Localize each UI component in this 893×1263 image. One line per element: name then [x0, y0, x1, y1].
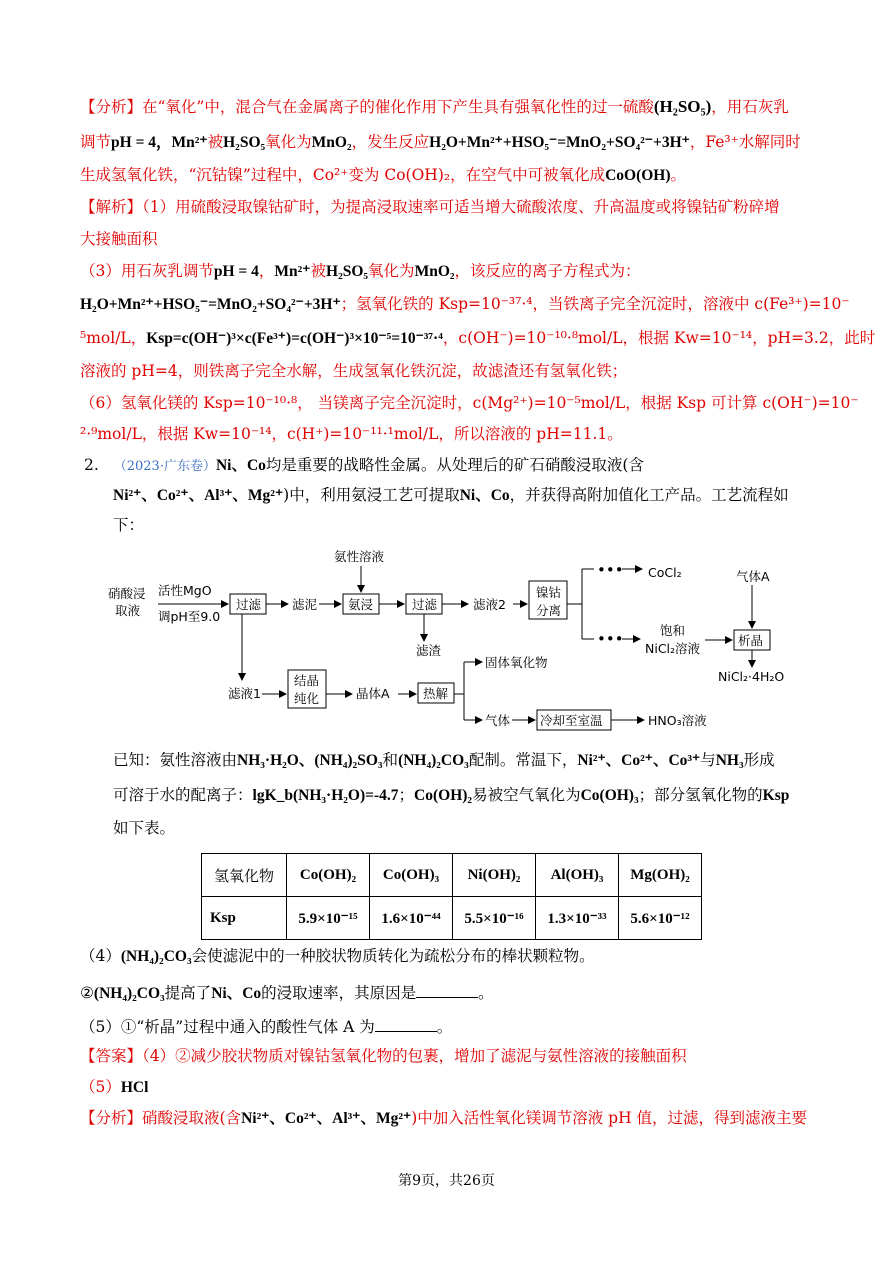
text: 【分析】硝酸浸取液(含: [80, 1109, 242, 1127]
text: 形成: [743, 751, 775, 769]
saturated-label: NiCl₂溶液: [645, 641, 701, 656]
solid-oxide-label: 固体氧化物: [485, 655, 548, 670]
cooling-label: 冷却至室温: [540, 713, 603, 728]
process-flow-diagram: [100, 545, 800, 740]
table-cell: 1.6×10⁻⁴⁴: [370, 897, 453, 940]
formula: MnO₂: [311, 134, 352, 151]
solution-line-8: ²·⁹mol/L，根据 Kw=10⁻¹⁴，c(H⁺)=10⁻¹¹·¹mol/L，所以溶液的 pH=11.1。: [80, 425, 623, 443]
pyrolysis-label: 热解: [423, 686, 449, 701]
table-header-cell: 氢氧化物: [202, 854, 287, 897]
text: ，c(OH⁻)=10⁻¹⁰·⁸mol/L，根据 Kw=10⁻¹⁴，pH=3.2，此时: [442, 329, 876, 347]
table-header-cell: Mg(OH)₂: [619, 854, 702, 897]
formula: (NH₄)₂CO₃: [398, 752, 469, 769]
analysis-line-1: [80, 98, 789, 116]
text: ，该反应的离子方程式为：: [454, 262, 641, 280]
text: 的浸取速率，其原因是: [261, 984, 417, 1002]
text: （5）: [80, 1078, 121, 1096]
formula: Ni、Co: [215, 457, 266, 474]
answer-blank[interactable]: [416, 985, 478, 998]
gas-a-label: 气体A: [736, 569, 770, 584]
analysis-line-2: [80, 135, 801, 151]
product-label: NiCl₂·4H₂O: [718, 669, 785, 684]
text: 均是重要的战略性金属。从处理后的矿石硝酸浸取液(含: [265, 456, 644, 474]
start-label: 取液: [115, 603, 141, 618]
solution-line-1: 【解析】（1）用硫酸浸取镍钴矿时，为提高浸取速率可适当增大硫酸浓度、升高温度或将镍钴矿粉碎增: [80, 198, 780, 216]
text: ，Fe³⁺水解同时: [689, 133, 801, 151]
formula: Ksp: [762, 787, 790, 804]
ammonia-solution-label: 氨性溶液: [334, 549, 385, 564]
text: 可溶于水的配离子：: [113, 786, 253, 804]
formula: lgK_b(NH₃·H₂O)=-4.7: [252, 787, 399, 804]
question-source: （2023·广东卷）: [113, 459, 216, 474]
residue-label: 滤渣: [416, 643, 442, 658]
purify-label: 纯化: [294, 691, 320, 706]
ksp-table: [201, 853, 702, 940]
formula: Co(OH)₂: [414, 787, 473, 804]
text: ；部分氢氧化物的: [638, 786, 763, 804]
final-analysis-line: [80, 1111, 807, 1127]
formula-h2so5: (H₂SO₅): [653, 97, 712, 116]
text: 。: [670, 166, 687, 184]
page-footer: 第9页，共26页: [398, 1173, 495, 1189]
answer-line-1: 【答案】（4）②减少胶状物质对镍钴氢氧化物的包裹，增加了滤泥与氨性溶液的接触面积: [80, 1047, 687, 1065]
text: ；氢氧化铁的 Ksp=10⁻³⁷·⁴，当铁离子完全沉淀时，溶液中 c(Fe³⁺)=10⁻: [340, 295, 850, 313]
table-cell: 1.3×10⁻³³: [536, 897, 619, 940]
formula: Mn²⁺: [274, 263, 311, 280]
formula: H₂SO₅: [223, 134, 266, 151]
text: ，并获得高附加值化工产品。工艺流程如: [509, 486, 789, 504]
subquestion-4-2: [80, 985, 494, 1002]
text: 生成氢氧化铁，“沉钴镍”过程中，Co²⁺变为 Co(OH)₂，在空气中可被氧化成: [80, 166, 606, 184]
table-row: [202, 897, 702, 940]
text: 氧化为: [265, 133, 312, 151]
gas-label: 气体: [485, 713, 511, 728]
formula: Ni、Co: [459, 487, 510, 504]
text: )中，利用氨浸工艺可提取: [283, 486, 460, 504]
table-row-label: Ksp: [202, 897, 287, 940]
subquestion-4: [80, 949, 595, 965]
formula: MnO₂: [414, 263, 455, 280]
mud-label: 滤泥: [292, 597, 318, 612]
formula: Ni、Co: [211, 985, 262, 1002]
analysis-line-3: [80, 168, 686, 184]
answer-blank[interactable]: [375, 1019, 437, 1032]
question-2-line-2: [113, 488, 789, 504]
text: （4）: [80, 947, 121, 965]
separation-label: 镍钴: [536, 585, 562, 600]
text: ；: [398, 786, 415, 804]
cocl2-label: CoCl₂: [648, 565, 682, 580]
answer-line-2: [80, 1080, 148, 1096]
solution-line-3: [80, 264, 641, 280]
text: 氧化为: [368, 262, 415, 280]
saturated-label: 饱和: [660, 623, 686, 638]
text: 。: [478, 984, 494, 1002]
answer-formula: HCl: [120, 1079, 149, 1096]
table-cell: 5.9×10⁻¹⁵: [287, 897, 370, 940]
formula: CoO(OH): [605, 167, 671, 184]
ammonia-leach-label: 氨浸: [348, 597, 374, 612]
text: ，发生反应: [351, 133, 430, 151]
text: 被: [310, 262, 327, 280]
dots: •••: [597, 561, 624, 579]
formula: NH₃: [715, 752, 744, 769]
text: 调节: [80, 133, 112, 151]
solution-line-5: [80, 331, 875, 347]
ksp-equation: Ksp=c(OH⁻)³×c(Fe³⁺)=c(OH⁻)³×10⁻⁵=10⁻³⁷·⁴: [146, 330, 443, 347]
text: 会使滤泥中的一种胶状物质转化为疏松分布的棒状颗粒物。: [191, 947, 595, 965]
formula: pH = 4，Mn²⁺: [111, 134, 208, 151]
solution-line-6: 溶液的 pH=4，则铁离子完全水解，生成氢氧化铁沉淀，故滤渣还有氢氧化铁；: [80, 362, 628, 380]
filtrate1-label: 滤液1: [228, 686, 261, 701]
text: 提高了: [164, 984, 212, 1002]
formula: (NH₄)₂CO₃: [93, 985, 165, 1002]
crystal-a-label: 晶体A: [356, 686, 390, 701]
solution-line-4: [80, 297, 850, 313]
text: 配制。常温下，: [468, 751, 578, 769]
solution-line-7: （6）氢氧化镁的 Ksp=10⁻¹⁰·⁸， 当镁离子完全沉淀时，c(Mg²⁺)=10⁻⁵mol/L，根据 Ksp 可计算 c(OH⁻)=10⁻: [80, 394, 859, 412]
text: )中加入活性氧化镁调节溶液 pH 值，过滤，得到滤液主要: [411, 1109, 808, 1127]
subquestion-5: [80, 1019, 452, 1036]
crystallize-label: 析晶: [738, 633, 764, 648]
text: 被: [207, 133, 224, 151]
table-header-cell: Co(OH)₃: [370, 854, 453, 897]
ionic-equation: H₂O+Mn²⁺+HSO₅⁻=MnO₂+SO₄²⁻+3H⁺: [80, 296, 341, 313]
formula: NH₃·H₂O、(NH₄)₂SO₃: [237, 752, 383, 769]
question-2-line-3: 下：: [113, 516, 145, 534]
text: 易被空气氧化为: [472, 786, 581, 804]
text: （3）用石灰乳调节: [80, 262, 214, 280]
text: 和: [382, 751, 399, 769]
formula: pH = 4: [213, 263, 259, 280]
purify-label: 结晶: [294, 673, 320, 688]
filtrate2-label: 滤液2: [473, 597, 506, 612]
reagent-label: 活性MgO: [158, 583, 212, 598]
question-number: 2.: [84, 456, 99, 474]
ions: Ni²⁺、Co²⁺、Co³⁺: [577, 752, 701, 769]
hno3-label: HNO₃溶液: [648, 713, 707, 728]
text: ⁵mol/L，: [80, 329, 147, 347]
table-header-cell: Ni(OH)₂: [453, 854, 536, 897]
start-label: 硝酸浸: [108, 586, 146, 601]
ions: Ni²⁺、Co²⁺、Al³⁺、Mg²⁺: [113, 487, 284, 504]
table-header-row: [202, 854, 702, 897]
solution-line-2: 大接触面积: [80, 230, 158, 248]
question-2-header: [84, 458, 644, 474]
filter1-label: 过滤: [236, 597, 262, 612]
known-line-3: 如下表。: [113, 819, 176, 837]
table-header-cell: Al(OH)₃: [536, 854, 619, 897]
text: 已知：氨性溶液由: [113, 751, 238, 769]
filter2-label: 过滤: [412, 597, 438, 612]
analysis-text: ，用石灰乳: [711, 98, 789, 116]
formula: H₂SO₅: [326, 263, 369, 280]
table-cell: 5.5×10⁻¹⁶: [453, 897, 536, 940]
ionic-equation: H₂O+Mn²⁺+HSO₅⁻=MnO₂+SO₄²⁻+3H⁺: [429, 134, 690, 151]
analysis-text: 【分析】在“氧化”中，混合气在金属离子的催化作用下产生具有强氧化性的过一硫酸: [80, 98, 654, 116]
dots: •••: [597, 630, 624, 648]
reagent-label: 调pH至9.0: [158, 609, 221, 624]
table-cell: 5.6×10⁻¹²: [619, 897, 702, 940]
table-header-cell: Co(OH)₂: [287, 854, 370, 897]
formula: (NH₄)₂CO₃: [120, 948, 192, 965]
text: 。: [436, 1018, 453, 1036]
separation-label: 分离: [536, 603, 562, 618]
formula: Co(OH)₃: [580, 787, 639, 804]
text: 与: [700, 751, 716, 769]
known-line-2: [113, 788, 789, 804]
known-line-1: [113, 753, 775, 769]
ions: Ni²⁺、Co²⁺、Al³⁺、Mg²⁺: [241, 1110, 412, 1127]
text: ②: [80, 984, 94, 1002]
text: ，: [258, 262, 275, 280]
text: （5）①“析晶”过程中通入的酸性气体 A 为: [80, 1018, 375, 1036]
